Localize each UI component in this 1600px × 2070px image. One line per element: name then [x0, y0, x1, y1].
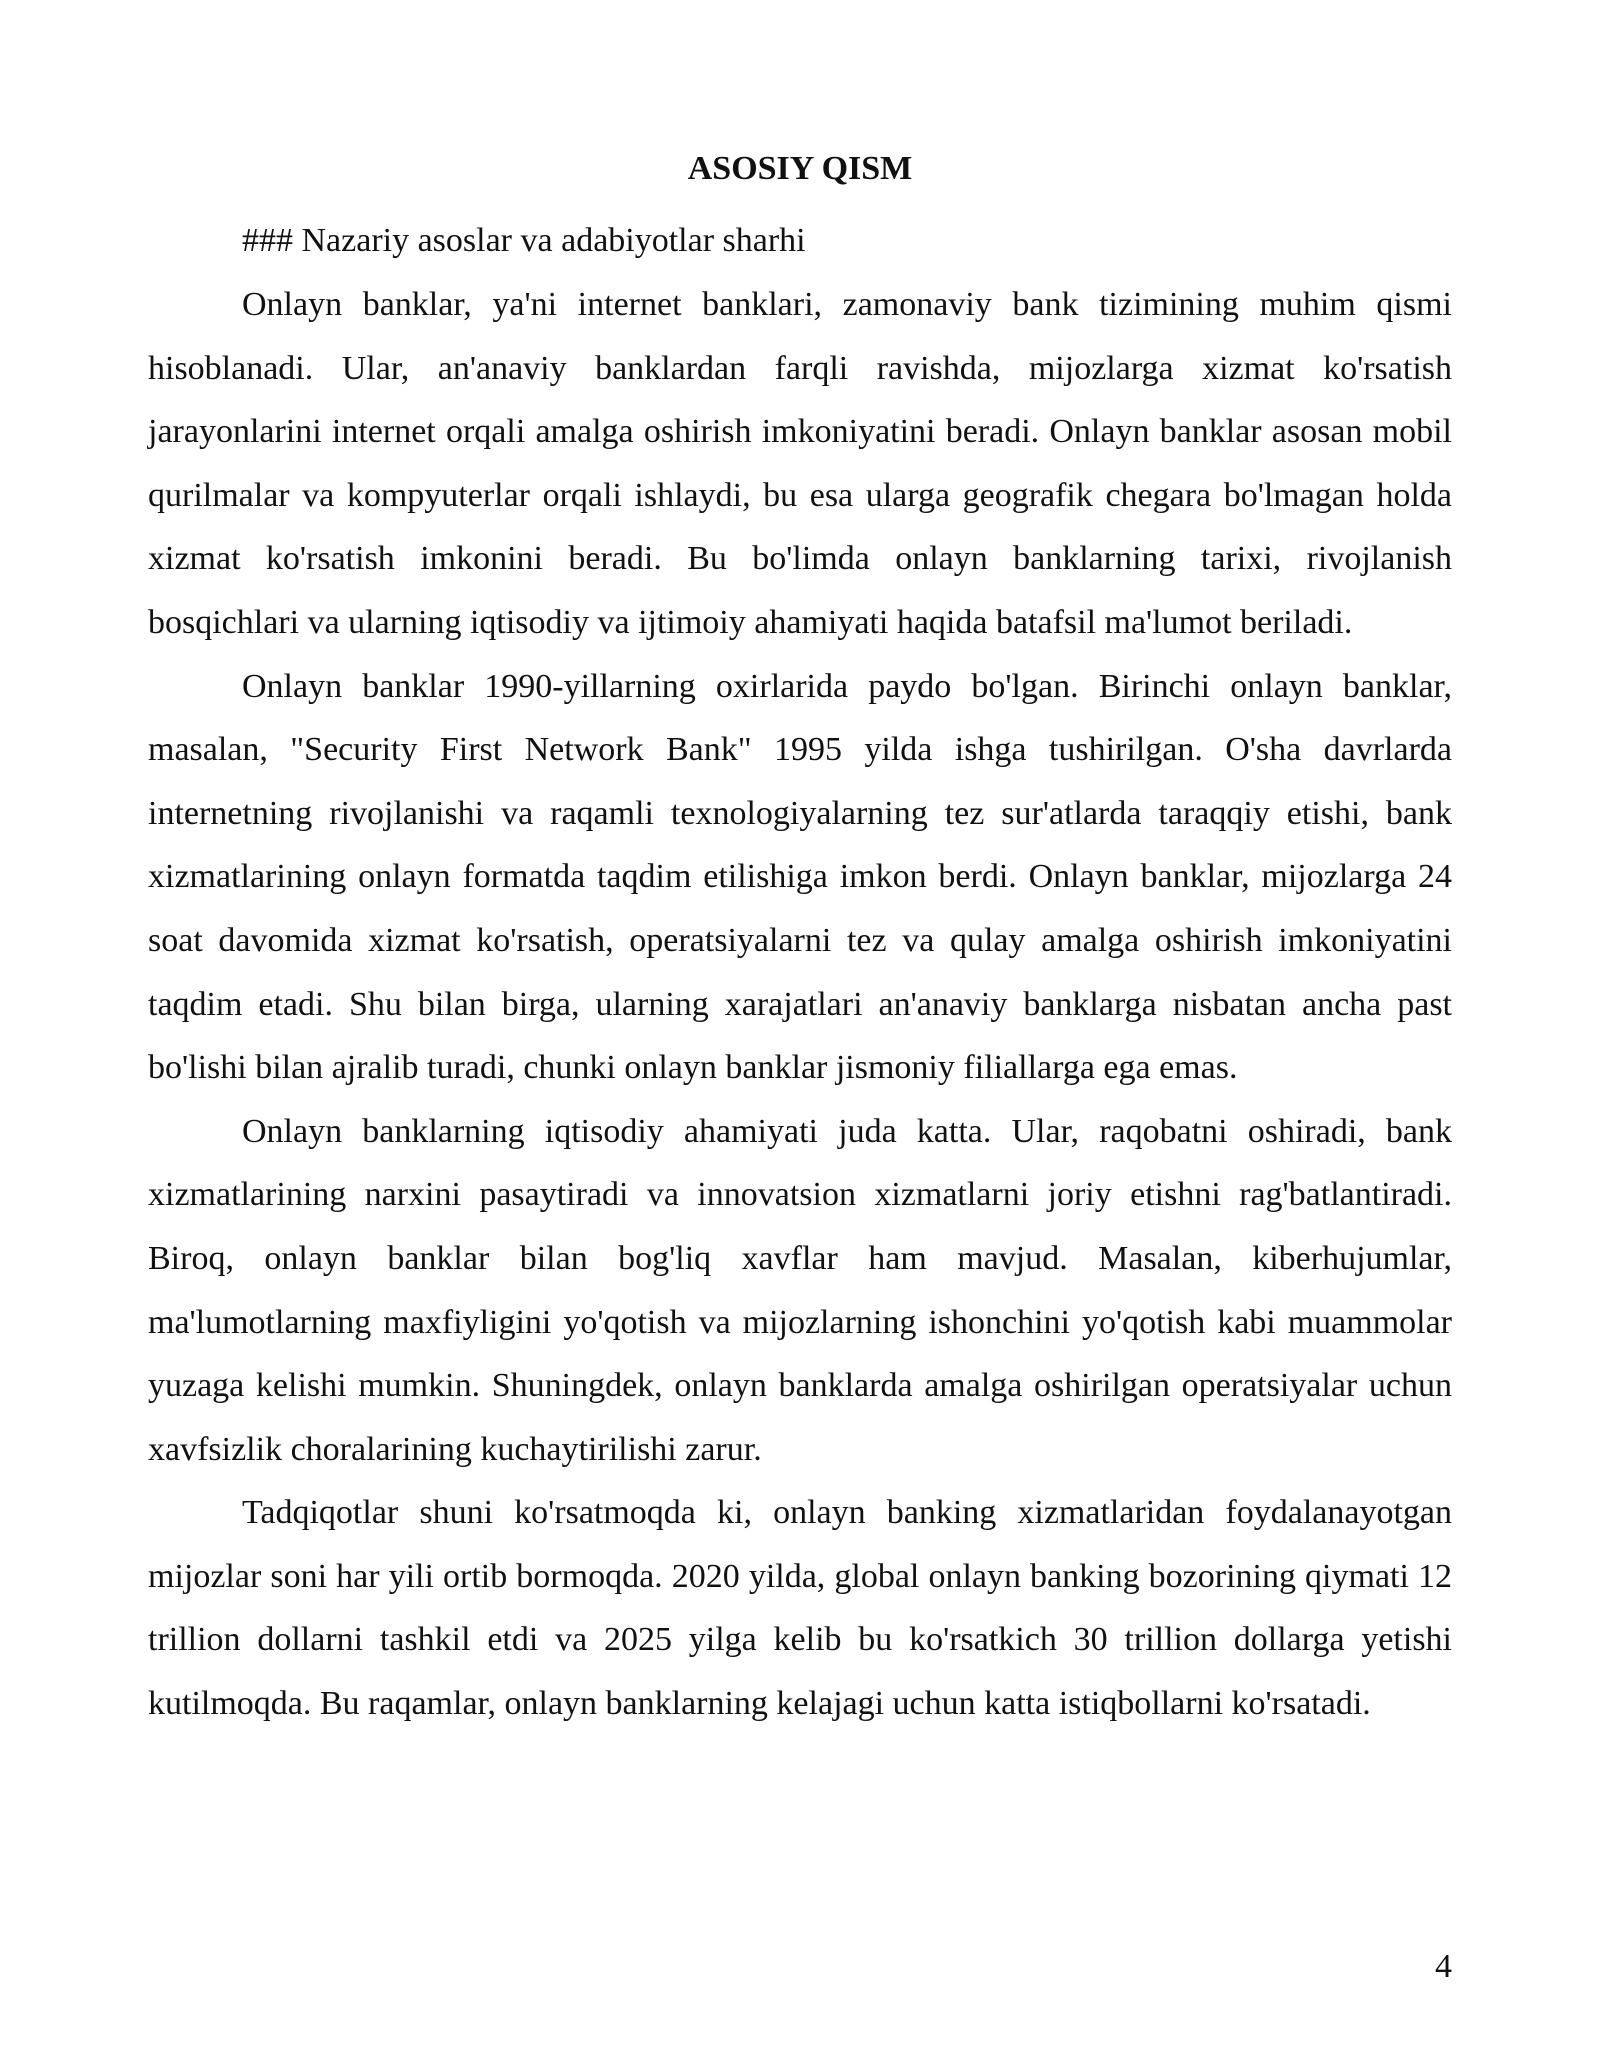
paragraph-4: Tadqiqotlar shuni ko'rsatmoqda ki, onlayn banking xizmatlaridan foydalanayotgan mijozlar soni har yili ortib bormoqda. 2020 yilda, global onlayn banking bozorining qiymati 12 trillion dollarni tashkil etdi va 2025 yilga kelib bu ko'rsatkich 30 trillion dollarga yetishi kutilmoqda. Bu raqamlar, onlayn banklarning kelajagi uchun katta istiqbollarni ko'rsatadi. — [148, 1494, 1452, 1723]
section-title: ASOSIY QISM — [687, 150, 913, 187]
paragraph-1: Onlayn banklar, ya'ni internet banklari, zamonaviy bank tizimining muhim qismi hisoblanadi. Ular, an'anaviy banklardan farqli ravishda, mijozlarga xizmat ko'rsatish jarayonlarini internet orqali amalga oshirish imkoniyatini beradi. Onlayn banklar asosan mobil qurilmalar va kompyuterlar orqali ishlaydi, bu esa ularga geografik chegara bo'lmagan holda xizmat ko'rsatish imkonini beradi. Bu bo'limda onlayn banklarning tarixi, rivojlanish bosqichlari va ularning iqtisodiy va ijtimoiy ahamiyati haqida batafsil ma'lumot beriladi. — [148, 286, 1452, 641]
paragraph-2: Onlayn banklar 1990-yillarning oxirlarida paydo bo'lgan. Birinchi onlayn banklar, masalan, "Security First Network Bank" 1995 yilda ishga tushirilgan. O'sha davrlarda internetning rivojlanishi va raqamli texnologiyalarning tez sur'atlarda taraqqiy etishi, bank xizmatlarining onlayn formatda taqdim etilishiga imkon berdi. Onlayn banklar, mijozlarga 24 soat davomida xizmat ko'rsatish, operatsiyalarni tez va qulay amalga oshirish imkoniyatini taqdim etadi. Shu bilan birga, ularning xarajatlari an'anaviy banklarga nisbatan ancha past bo'lishi bilan ajralib turadi, chunki onlayn banklar jismoniy filiallarga ega emas. — [148, 667, 1452, 1087]
subsection-heading: ### Nazariy asoslar va adabiyotlar sharhi — [242, 222, 806, 259]
page-number: 4 — [1435, 1948, 1452, 1985]
paragraph-3: Onlayn banklarning iqtisodiy ahamiyati juda katta. Ular, raqobatni oshiradi, bank xizmatlarining narxini pasaytiradi va innovatsion xizmatlarni joriy etishni rag'batlantiradi. Biroq, onlayn banklar bilan bog'liq xavflar ham mavjud. Masalan, kiberhujumlar, ma'lumotlarning maxfiyligini yo'qotish va mijozlarning ishonchini yo'qotish kabi muammolar yuzaga kelishi mumkin. Shuningdek, onlayn banklarda amalga oshirilgan operatsiyalar uchun xavfsizlik choralarining kuchaytirilishi zarur. — [148, 1112, 1452, 1468]
page-content — [148, 145, 1452, 1736]
